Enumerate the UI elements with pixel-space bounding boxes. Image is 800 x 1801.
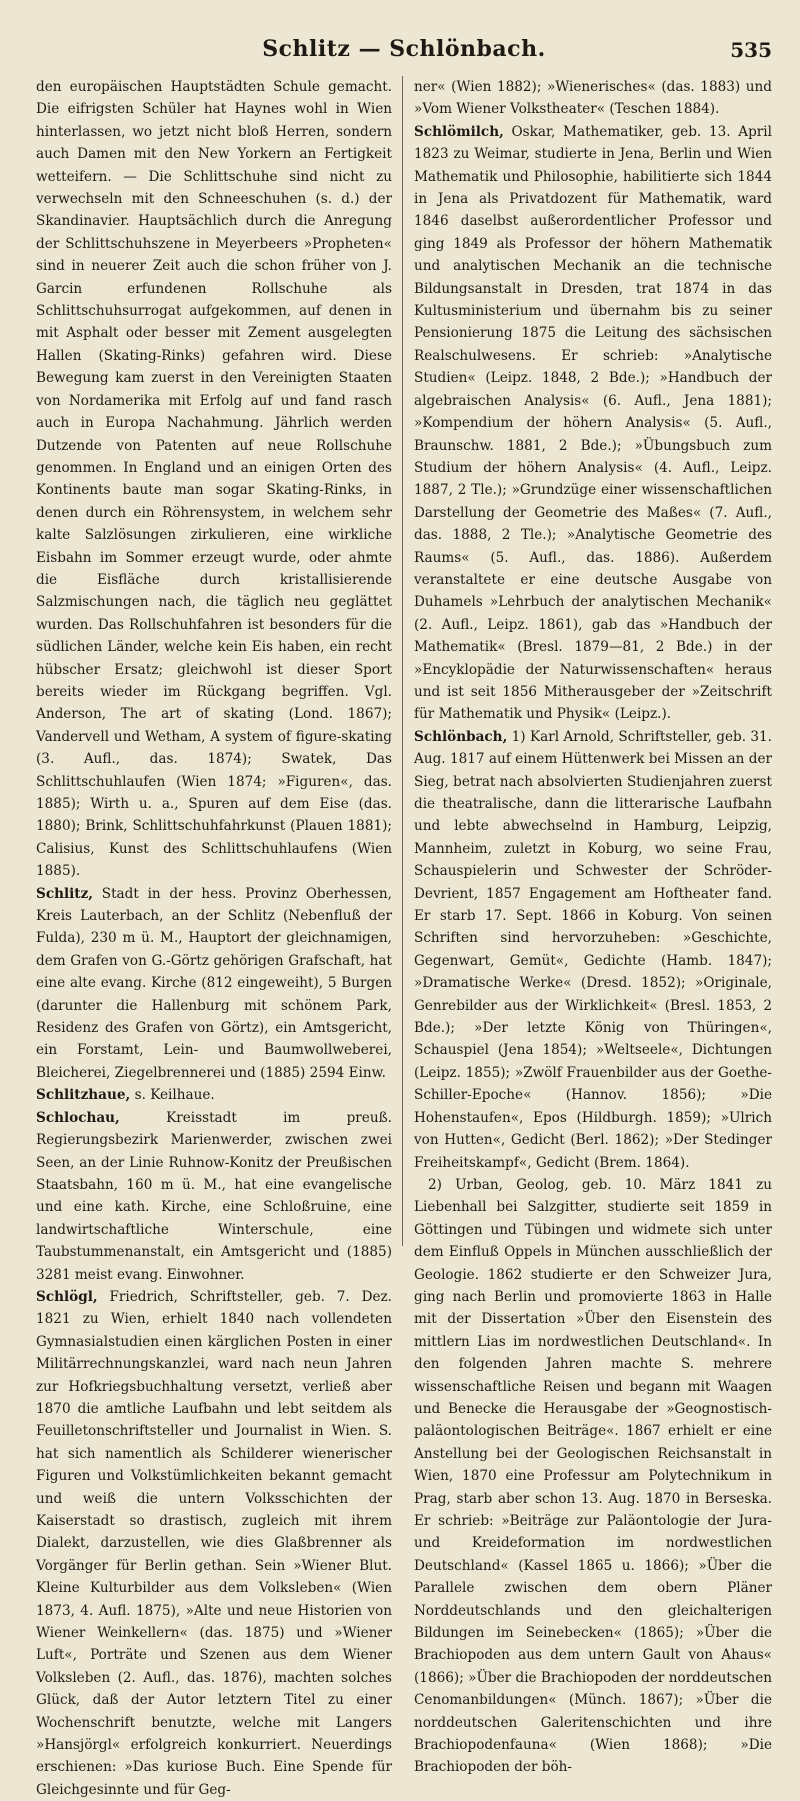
page-number: 535 — [730, 38, 772, 62]
entry-schlitz: Schlitz, Stadt in der hess. Provinz Oberhessen, Kreis Lauterbach, an der Schlitz (Nebenfluß der Fulda), 230 m ü. M., Hauptort der gleichnamigen, dem Grafen von G.-Görtz gehörigen Grafschaft, hat eine alte evang. Kirche (812 eingeweiht), 5 Burgen (darunter die Hallenburg mit schönem Park, Residenz des Grafen von Görtz), ein Amtsgericht, ein Forstamt, Lein- und Baumwollweberei, Bleicherei, Ziegelbrennerei und (1885) 2594 Einw. — [36, 885, 392, 1081]
lemma-headword: Schlömilch, — [414, 123, 504, 140]
lemma-headword: Schlitz, — [36, 885, 94, 902]
entry-schlitzhaue: Schlitzhaue, s. Keilhaue. — [36, 1087, 215, 1104]
entry-schlochau: Schlochau, Kreisstadt im preuß. Regierungsbezirk Marienwerder, zwischen zwei Seen, an der Linie Ruhnow-Konitz der Preußischen Staatsbahn, 160 m ü. M., hat eine evangelische und eine kath. Kirche, eine Schloßruine, eine landwirtschaftliche Winterschule, eine Taubstummenanstalt, ein Amtsgericht und (1885) 3281 meist evang. Einwohner. — [36, 1109, 392, 1283]
running-header — [36, 36, 772, 70]
entry-paragraph: den europäischen Hauptstädten Schule gemacht. Die eifrigsten Schüler hat Haynes wohl in Wien hinterlassen, wo jetzt nicht bloß Herren, sondern auch Damen mit den New Yorkern an Fertigkeit wetteifern. — Die Schlittschuhe sind nicht zu verwechseln mit den Schneeschuhen (s. d.) der Skandinavier. Hauptsächlich durch die Anregung der Schlittschuhszene in Meyerbeers »Propheten« sind in neuerer Zeit auch die schon früher von J. Garcin erfundenen Rollschuhe als Schlittschuhsurrogat aufgekommen, auf denen in mit Asphalt oder besser mit Zement ausgelegten Hallen (Skating-Rinks) gefahren wird. Diese Bewegung kam zuerst in den Vereinigten Staaten von Nordamerika mit Erfolg auf und fand rasch auch in Europa Nachahmung. Jährlich werden Dutzende von Patenten auf neue Rollschuhe genommen. In England und an einigen Orten des Kontinents baute man sogar Skating-Rinks, in denen durch ein Röhrensystem, in welchem sehr kalte Salzlösungen zirkulieren, eine wirkliche Eisbahn im Sommer erzeugt wurde, oder ahmte die Eisfläche durch kristallisierende Salzmischungen nach, die täglich neu geglättet wurden. Das Rollschuhfahren ist besonders für die südlichen Länder, welche kein Eis haben, ein recht hübscher Ersatz; gleichwohl ist dieser Sport bereits wieder im Rückgang begriffen. Vgl. Anderson, The art of skating (Lond. 1867); Vandervell und Wetham, A system of figure-skating (3. Aufl., das. 1874); Swatek, Das Schlittschuhlaufen (Wien 1874; »Figuren«, das. 1885); Wirth u. a., Spuren auf dem Eise (das. 1880); Brink, Schlittschuhfahrkunst (Plauen 1881); Calisius, Kunst des Schlittschuhlaufens (Wien 1885). — [36, 79, 392, 880]
lemma-headword: Schlitzhaue, — [36, 1087, 131, 1104]
entry-paragraph: ner« (Wien 1882); »Wienerisches« (das. 1883) und »Vom Wiener Volkstheater« (Teschen 1884). — [414, 79, 772, 118]
entry-schloemilch: Schlömilch, Oskar, Mathematiker, geb. 13. April 1823 zu Weimar, studierte in Jena, Berlin und Wien Mathematik und Philosophie, habilitierte sich 1844 in Jena als Privatdozent für Mathematik, ward 1846 daselbst außerordentlicher Professor und ging 1849 als Professor der höhern Mathematik und analytischen Mechanik an die technische Bildungsanstalt in Dresden, trat 1874 in das Kultusministerium und übernahm bis zu seiner Pensionierung 1875 die Leitung des sächsischen Realschulwesens. Er schrieb: »Analytische Studien« (Leipz. 1848, 2 Bde.); »Handbuch der algebraischen Analysis« (6. Aufl., Jena 1881); »Kompendium der höhern Analysis« (5. Aufl., Braunschw. 1881, 2 Bde.); »Übungsbuch zum Studium der höhern Analysis« (4. Aufl., Leipz. 1887, 2 Tle.); »Grundzüge einer wissenschaftlichen Darstellung der Geometrie des Maßes« (7. Aufl., das. 1888, 2 Tle.); »Analytische Geometrie des Raums« (5. Aufl., das. 1886). Außerdem veranstaltete er eine deutsche Ausgabe von Duhamels »Lehrbuch der analytischen Mechanik« (2. Aufl., Leipz. 1861), gab das »Handbuch der Mathematik« (Bresl. 1879—81, 2 Bde.) in der »Encyklopädie der Naturwissenschaften« heraus und ist seit 1856 Mitherausgeber der »Zeitschrift für Mathematik und Physik« (Leipz.). — [414, 123, 772, 723]
column-divider — [402, 76, 403, 1246]
lemma-headword: Schlögl, — [36, 1288, 98, 1305]
left-column — [36, 76, 392, 1801]
page-title: Schlitz — Schlönbach. — [262, 36, 546, 62]
lemma-headword: Schlochau, — [36, 1109, 120, 1126]
entry-schloenbach-2: 2) Urban, Geolog, geb. 10. März 1841 zu Liebenhall bei Salzgitter, studierte seit 1859 in Göttingen und Tübingen und widmete sich unter dem Einfluß Oppels in München ausschließlich der Geologie. 1862 studierte er den Schweizer Jura, ging nach Berlin und promovierte 1863 in Halle mit der Dissertation »Über den Eisenstein des mittlern Lias im nordwestlichen Deutschland«. In den folgenden Jahren machte S. mehrere wissenschaftliche Reisen und begann mit Waagen und Benecke die Herausgabe der »Geognostisch-paläontologischen Beiträge«. 1867 erhielt er eine Anstellung bei der Geologischen Reichsanstalt in Wien, 1870 eine Professur am Polytechnikum in Prag, starb aber schon 13. Aug. 1870 in Berseska. Er schrieb: »Beiträge zur Paläontologie der Jura- und Kreideformation im nordwestlichen Deutschland« (Kassel 1865 u. 1866); »Über die Parallele zwischen dem obern Pläner Norddeutschlands und den gleichalterigen Bildungen im Seinebecken« (1865); »Über die Brachiopoden aus dem untern Gault von Ahaus« (1866); »Über die Brachiopoden der norddeutschen Cenomanbildungen« (Münch. 1867); »Über die norddeutschen Galeritenschichten und ihre Brachiopodenfauna« (Wien 1868); »Die Brachiopoden der böh- — [414, 1176, 772, 1776]
entry-schloenbach: Schlönbach, 1) Karl Arnold, Schriftsteller, geb. 31. Aug. 1817 auf einem Hüttenwerk bei Missen an der Sieg, betrat nach absolvierten Studienjahren zuerst die theatralische, dann die litterarische Laufbahn und lebte abwechselnd in Hamburg, Leipzig, Mannheim, zuletzt in Koburg, wo seine Frau, Schauspielerin und Schwester der Schröder-Devrient, 1857 Engagement am Hoftheater fand. Er starb 17. Sept. 1866 in Koburg. Von seinen Schriften sind hervorzuheben: »Geschichte, Gegenwart, Gemüt«, Gedichte (Hamb. 1847); »Dramatische Werke« (Dresd. 1852); »Originale, Genrebilder aus der Wirklichkeit« (Bresl. 1853, 2 Bde.); »Der letzte König von Thüringen«, Schauspiel (Jena 1854); »Weltseele«, Dichtungen (Leipz. 1855); »Zwölf Frauenbilder aus der Goethe-Schiller-Epoche« (Hannov. 1856); »Die Hohenstaufen«, Epos (Hildburgh. 1859); »Ulrich von Hutten«, Gedicht (Berl. 1862); »Der Stedinger Freiheitskampf«, Gedicht (Brem. 1864). — [414, 728, 772, 1171]
lemma-headword: Schlönbach, — [414, 728, 508, 745]
entry-schloegl: Schlögl, Friedrich, Schriftsteller, geb. 7. Dez. 1821 zu Wien, erhielt 1840 nach vollendeten Gymnasialstudien einen kärglichen Posten in einer Militärrechnungskanzlei, ward nach neun Jahren zur Hofkriegsbuchhaltung versetzt, verließ aber 1870 die amtliche Laufbahn und lebt seitdem als Feuilletonschriftsteller und Journalist in Wien. S. hat sich namentlich als Schilderer wienerischer Figuren und Volkstümlichkeiten bekannt gemacht und weiß die untern Volksschichten der Kaiserstadt so drastisch, zugleich mit ihrem Dialekt, darzustellen, wie dies Glaßbrenner als Vorgänger für Berlin gethan. Sein »Wiener Blut. Kleine Kulturbilder aus dem Volksleben« (Wien 1873, 4. Aufl. 1875), »Alte und neue Historien von Wiener Weinkellern« (das. 1875) und »Wiener Luft«, Porträte und Szenen aus dem Wiener Volksleben (2. Aufl., das. 1876), machten solches Glück, daß der Autor letztern Titel zu einer Wochenschrift benutzte, welche mit Langers »Hansjörgl« erfolgreich konkurriert. Neuerdings erschienen: »Das kuriose Buch. Eine Spende für Gleichgesinnte und für Geg- — [36, 1288, 392, 1798]
right-column — [414, 76, 772, 1779]
